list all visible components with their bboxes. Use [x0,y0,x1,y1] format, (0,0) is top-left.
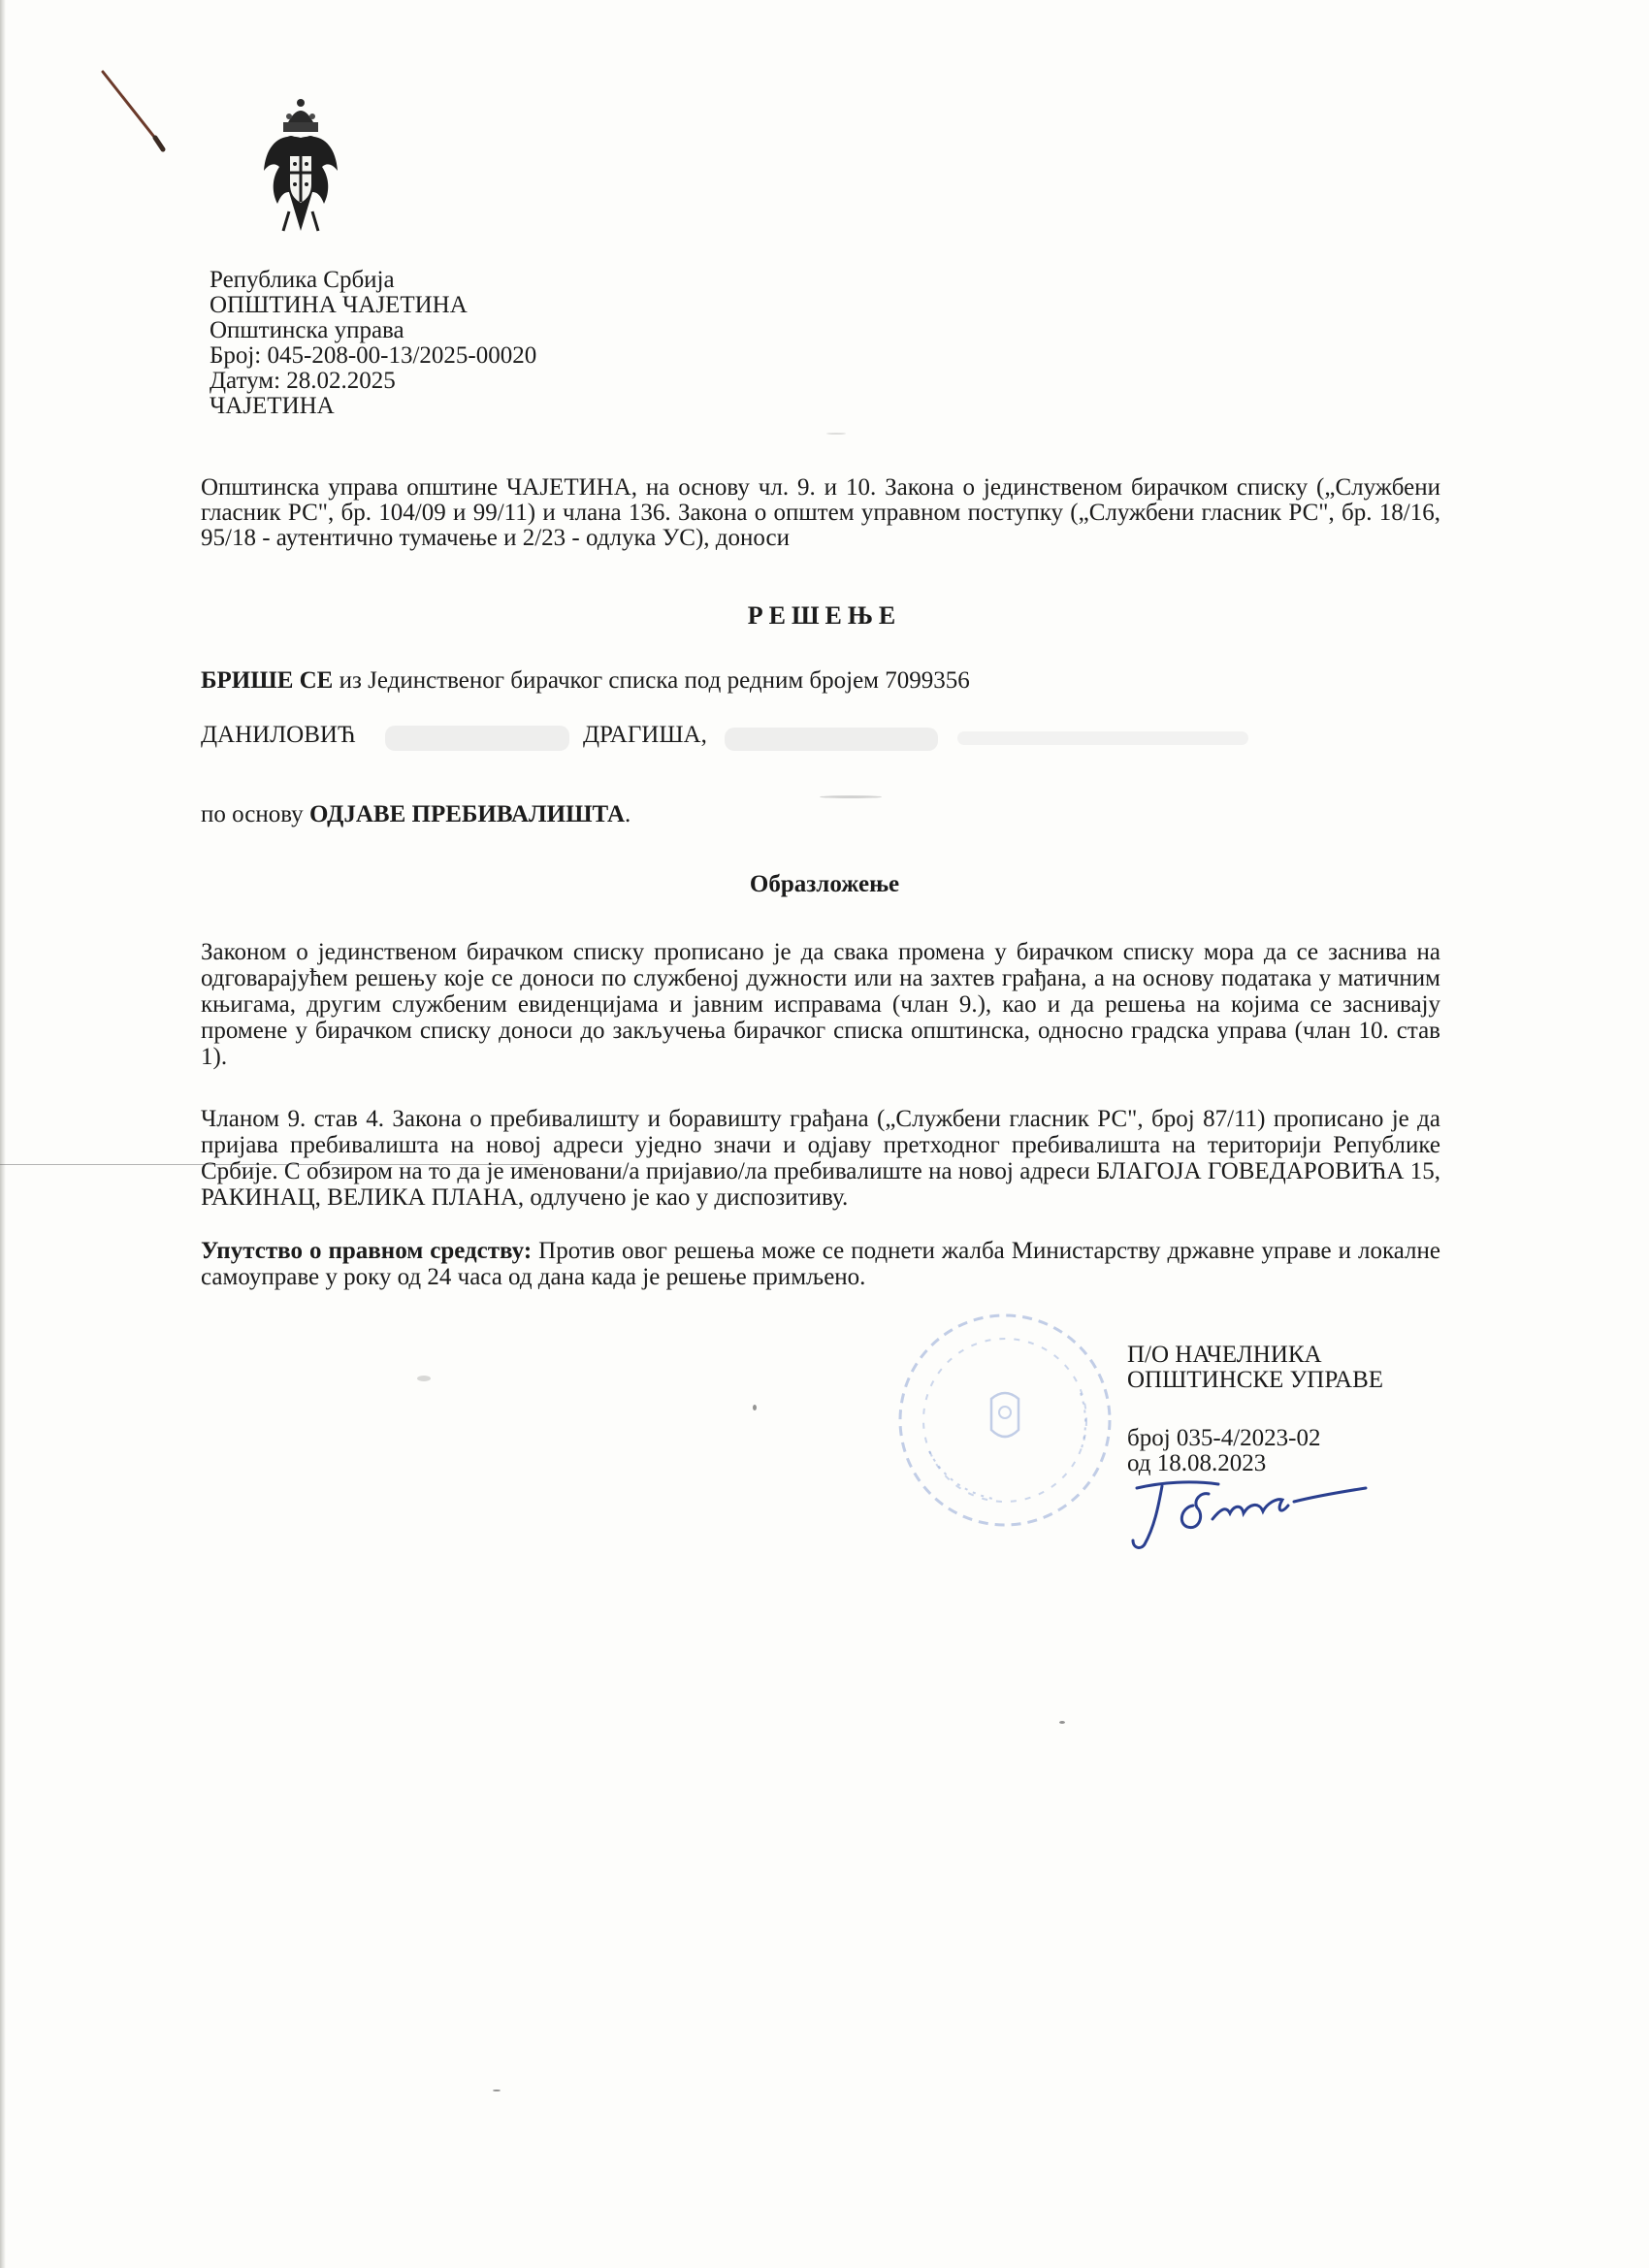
scan-speck [417,1376,431,1381]
basis-suffix: . [625,801,631,827]
scan-speck [820,795,882,798]
redaction-smudge [385,726,569,751]
pen-mark [97,68,175,155]
legal-remedy-label: Упутство о правном средству: [201,1238,533,1264]
scan-artifact-line [0,1164,543,1165]
redaction-smudge [957,731,1248,745]
signatory-title-line-1: П/О НАЧЕЛНИКА [1127,1342,1322,1368]
document-date: Датум: 28.02.2025 [210,368,396,394]
reasoning-title: Образложење [749,871,900,897]
scan-speck [1059,1721,1065,1724]
document-number: Број: 045-208-00-13/2025-00020 [210,342,537,369]
office-name: Општинска управа [210,317,404,343]
signatory-block [1127,1343,1383,1393]
signatory-title-line-2: ОПШТИНСКЕ УПРАВЕ [1127,1367,1384,1393]
delegation-number: број 035-4/2023-02 [1127,1425,1321,1451]
scan-speck [493,2090,501,2091]
basis-statement [201,801,630,828]
basis-keyword: ОДЈАВЕ ПРЕБИВАЛИШТА [308,801,626,827]
legal-remedy-text: Против овог решења може се поднети жалба Министарству државне управе и локалне самоуправе у року од 24 часа од дана када је решење примљено. [201,1238,1440,1290]
erase-details: из Јединственог бирачког списка под редним бројем 7099356 [333,667,970,694]
reasoning-paragraph-1: Законом о јединственом бирачком списку прописано је да свака промена у бирачком списку мора да се заснива на одговарајућем решењу које се доноси по службеној дужности или на захтев грађана, а на основу података у матичним књигама, другим службеним евиденцијама и јавним исправама (члан 9.), као и да решења на којима се заснивају промене у бирачком списку доноси до закључења бирачког списка општинска, односно градска управа (члан 10. став 1). [201,939,1440,1070]
redaction-smudge [725,728,938,751]
basis-prefix: по основу [201,801,309,827]
scan-speck [753,1405,757,1410]
municipality-name: ОПШТИНА ЧАЈЕТИНА [210,292,468,318]
document-city: ЧАЈЕТИНА [210,393,335,419]
document-header [210,268,536,419]
person-name-line [201,722,1268,755]
legal-remedy-paragraph [201,1238,1440,1290]
erase-statement [201,667,970,695]
serbian-coat-of-arms-icon [260,95,341,241]
handwritten-signature [1104,1455,1375,1562]
person-given-name: ДРАГИША, [583,722,707,748]
delegation-date: од 18.08.2023 [1127,1450,1267,1476]
scan-edge [0,0,6,2268]
official-round-stamp [890,1306,1119,1535]
person-surname: ДАНИЛОВИЋ [201,722,356,748]
country-name: Република Србија [210,267,395,293]
erase-keyword: БРИШЕ СЕ [201,667,334,694]
intro-paragraph: Општинска управа општине ЧАЈЕТИНА, на основу чл. 9. и 10. Закона о јединственом бирачком списку („Службени гласник РС", бр. 104/09 и 99/11) и члана 136. Закона о општем управном поступку („Службени гласник РС", бр. 18/16, 95/18 - аутентично тумачење и 2/23 - одлука УС), доноси [201,474,1440,551]
decision-title: РЕШЕЊЕ [747,601,902,630]
reasoning-paragraph-2: Чланом 9. став 4. Закона о пребивалишту и боравишту грађана („Службени гласник РС", број 87/11) прописано је да пријава пребивалишта на новој адреси уједно значи и одјаву претходног пребивалишта на територији Републике Србије. С обзиром на то да је именовани/а пријавио/ла пребивалиште на новој адреси БЛАГОЈА ГОВЕДАРОВИЋА 15, РАКИНАЦ, ВЕЛИКА ПЛАНА, одлучено је као у диспозитиву. [201,1106,1440,1211]
scan-speck [826,433,846,435]
